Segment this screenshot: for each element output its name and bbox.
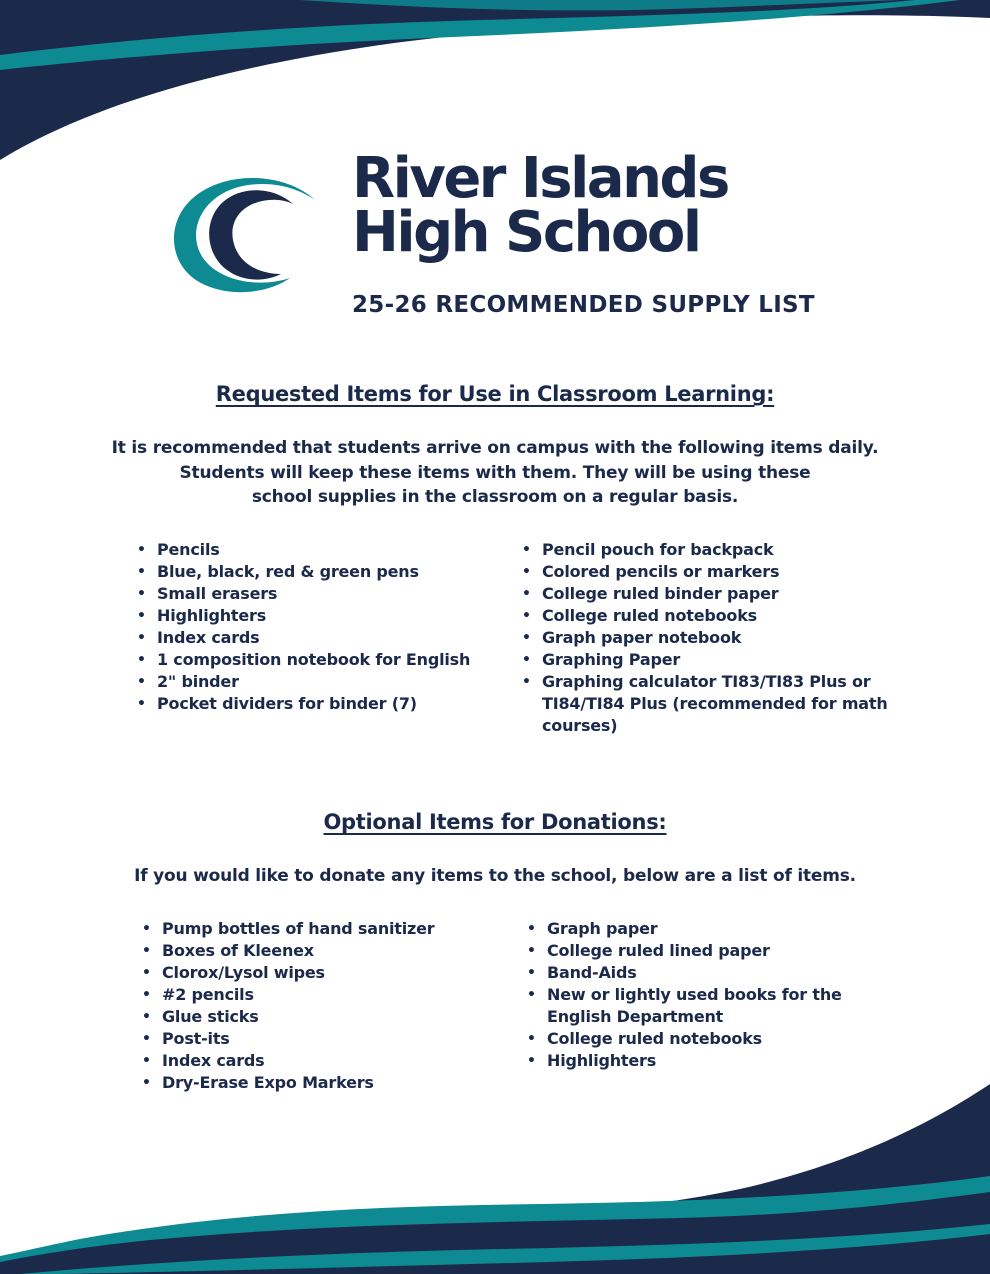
list-item: • Graphing Paper xyxy=(522,649,892,671)
list-item: • Small erasers xyxy=(137,583,497,605)
classroom-section-title: Requested Items for Use in Classroom Learning: xyxy=(215,382,775,406)
list-item: • Pocket dividers for binder (7) xyxy=(137,693,497,715)
list-item: • New or lightly used books for the English Department xyxy=(527,984,857,1028)
classroom-intro-line: Students will keep these items with them. They will be using these xyxy=(179,462,811,483)
list-item: • Highlighters xyxy=(137,605,497,627)
classroom-intro-line: It is recommended that students arrive on campus with the following items daily. xyxy=(111,438,879,458)
donations-intro-line: If you would like to donate any items to the school, below are a list of items. xyxy=(134,866,856,886)
list-item: • Pump bottles of hand sanitizer xyxy=(142,918,502,940)
list-item: • Graph paper notebook xyxy=(522,627,892,649)
list-item: • Boxes of Kleenex xyxy=(142,940,502,962)
list-item: • 1 composition notebook for English xyxy=(137,649,497,671)
list-item: • Clorox/Lysol wipes xyxy=(142,962,502,984)
list-item: • College ruled binder paper xyxy=(522,583,892,605)
list-item: • Pencils xyxy=(137,539,497,561)
list-item: • College ruled notebooks xyxy=(522,605,892,627)
classroom-list-left xyxy=(137,539,497,715)
list-item: • 2" binder xyxy=(137,671,497,693)
classroom-intro-line: school supplies in the classroom on a regular basis. xyxy=(251,487,739,507)
list-item: • Pencil pouch for backpack xyxy=(522,539,892,561)
list-item: • College ruled lined paper xyxy=(527,940,857,962)
school-name-line2: High School xyxy=(352,200,700,265)
list-item: • Index cards xyxy=(142,1050,502,1072)
page-subtitle: 25-26 RECOMMENDED SUPPLY LIST xyxy=(352,292,815,318)
school-name-line1: River Islands xyxy=(352,146,728,211)
list-item: • #2 pencils xyxy=(142,984,502,1006)
donations-section-title: Optional Items for Donations: xyxy=(323,810,667,834)
donations-list-right xyxy=(527,918,857,1072)
donations-intro xyxy=(0,864,990,889)
list-item: • Colored pencils or markers xyxy=(522,561,892,583)
school-name xyxy=(352,146,728,265)
list-item: • Band-Aids xyxy=(527,962,857,984)
list-item: • Dry-Erase Expo Markers xyxy=(142,1072,502,1094)
list-item: • Blue, black, red & green pens xyxy=(137,561,497,583)
classroom-list-right xyxy=(522,539,892,737)
list-item: • Graph paper xyxy=(527,918,857,940)
bottom-wave-decoration xyxy=(0,1084,990,1274)
list-item: • College ruled notebooks xyxy=(527,1028,857,1050)
list-item: • Index cards xyxy=(137,627,497,649)
classroom-intro xyxy=(0,436,990,510)
list-item: • Highlighters xyxy=(527,1050,857,1072)
school-logo-icon xyxy=(165,170,320,295)
list-item: • Post-its xyxy=(142,1028,502,1050)
list-item: • Glue sticks xyxy=(142,1006,502,1028)
donations-list-left xyxy=(142,918,502,1094)
list-item: • Graphing calculator TI83/TI83 Plus or TI84/TI84 Plus (recommended for math courses) xyxy=(522,671,892,737)
